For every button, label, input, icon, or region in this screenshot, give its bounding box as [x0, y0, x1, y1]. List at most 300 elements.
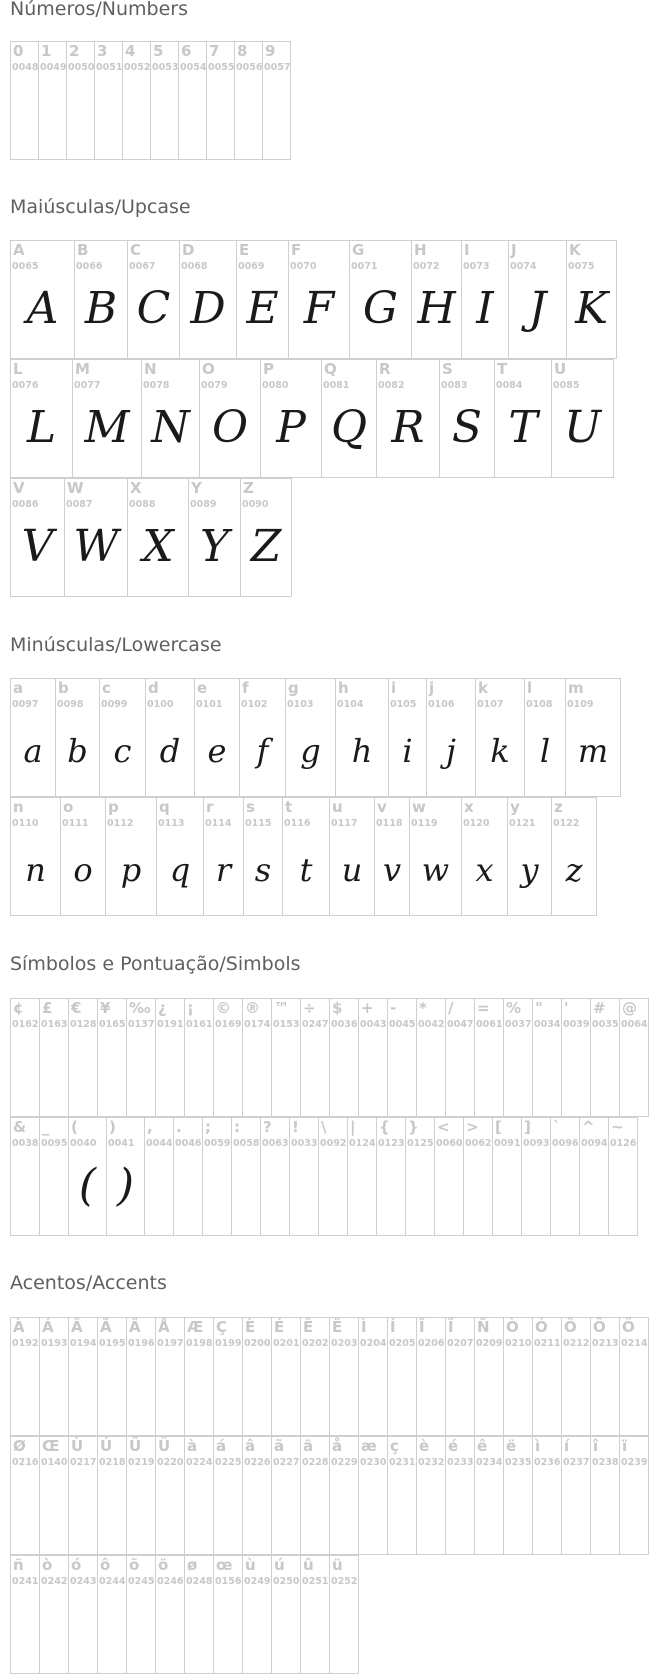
- glyph-cell: [144, 1117, 174, 1236]
- glyph-code: 0244: [99, 1576, 126, 1587]
- glyph-code: 0048: [12, 62, 39, 73]
- glyph-cell: [474, 1317, 504, 1436]
- glyph-label: .: [176, 1118, 182, 1136]
- glyph-cell: [461, 797, 508, 916]
- glyph-sample: f: [256, 732, 269, 770]
- glyph-code: 0088: [129, 499, 156, 510]
- glyph-cell: [243, 797, 283, 916]
- glyph-sample: r: [215, 851, 232, 889]
- glyph-cell: [358, 998, 388, 1117]
- glyph-label: á: [216, 1437, 227, 1455]
- glyph-code: 0089: [190, 499, 217, 510]
- glyph-label: £: [42, 999, 53, 1017]
- glyph-cell: [289, 1117, 319, 1236]
- glyph-label: Â: [71, 1318, 83, 1336]
- glyph-label: Õ: [593, 1318, 606, 1336]
- glyph-code: 0080: [262, 380, 289, 391]
- glyph-code: 0202: [302, 1338, 329, 1349]
- glyph-code: 0194: [70, 1338, 97, 1349]
- glyph-code: 0206: [418, 1338, 445, 1349]
- glyph-code: 0097: [12, 699, 39, 710]
- glyph-label: í: [564, 1437, 570, 1455]
- glyph-label: É: [274, 1318, 285, 1336]
- glyph-label: [: [495, 1118, 502, 1136]
- glyph-cell: [10, 478, 65, 597]
- glyph-cell: [94, 41, 123, 160]
- glyph-code: 0161: [186, 1019, 213, 1030]
- glyph-code: 0087: [66, 499, 93, 510]
- glyph-label: ô: [100, 1556, 111, 1574]
- glyph-cell: [387, 1436, 417, 1555]
- glyph-label: Í: [390, 1318, 396, 1336]
- glyph-cell: [10, 240, 75, 359]
- glyph-code: 0098: [57, 699, 84, 710]
- glyph-code: 0099: [101, 699, 128, 710]
- glyph-code: 0242: [41, 1576, 68, 1587]
- glyph-code: 0247: [302, 1019, 329, 1030]
- glyph-code: 0109: [567, 699, 594, 710]
- glyph-code: 0105: [390, 699, 417, 710]
- glyph-sample: O: [211, 402, 249, 453]
- glyph-label: E: [239, 241, 250, 259]
- glyph-row: [10, 1117, 648, 1236]
- glyph-cell: [532, 998, 562, 1117]
- glyph-cell: [39, 998, 69, 1117]
- glyph-sample: P: [276, 402, 306, 453]
- glyph-code: 0041: [108, 1138, 135, 1149]
- glyph-label: +: [361, 999, 374, 1017]
- glyph-sample: a: [23, 732, 43, 770]
- glyph-label: =: [477, 999, 490, 1017]
- glyph-code: 0128: [70, 1019, 97, 1030]
- glyph-cell: [97, 998, 127, 1117]
- glyph-label: ]: [524, 1118, 531, 1136]
- glyph-cell: [271, 1317, 301, 1436]
- glyph-code: 0042: [418, 1019, 445, 1030]
- glyph-code: 0220: [157, 1457, 184, 1468]
- glyph-label: f: [242, 679, 249, 697]
- glyph-code: 0250: [273, 1576, 300, 1587]
- glyph-cell: [358, 1317, 388, 1436]
- glyph-label: e: [197, 679, 208, 697]
- glyph-code: 0043: [360, 1019, 387, 1030]
- glyph-cell: [240, 478, 292, 597]
- glyph-code: 0237: [563, 1457, 590, 1468]
- glyph-sample: q: [169, 851, 191, 889]
- glyph-cell: [213, 998, 243, 1117]
- glyph-label: D: [182, 241, 195, 259]
- glyph-code: 0156: [215, 1576, 242, 1587]
- glyph-cell: [39, 1436, 69, 1555]
- glyph-grid-symbols: [10, 998, 648, 1236]
- glyph-label: Ï: [448, 1318, 454, 1336]
- glyph-code: 0174: [244, 1019, 271, 1030]
- glyph-label: ù: [245, 1556, 256, 1574]
- glyph-label: ©: [216, 999, 231, 1017]
- glyph-label: û: [303, 1556, 314, 1574]
- glyph-code: 0070: [290, 261, 317, 272]
- glyph-label: 5: [153, 42, 164, 60]
- glyph-code: 0104: [337, 699, 364, 710]
- glyph-code: 0102: [241, 699, 268, 710]
- glyph-label: ¢: [13, 999, 24, 1017]
- glyph-cell: [590, 1436, 620, 1555]
- glyph-cell: [213, 1436, 243, 1555]
- glyph-code: 0210: [505, 1338, 532, 1349]
- glyph-grid-lowercase lc: [10, 678, 620, 916]
- glyph-label: Î: [419, 1318, 425, 1336]
- glyph-sample: x: [475, 851, 494, 889]
- glyph-label: ): [109, 1118, 116, 1136]
- glyph-cell: [388, 678, 427, 797]
- glyph-label: K: [569, 241, 581, 259]
- glyph-label: ì: [535, 1437, 541, 1455]
- glyph-cell: [566, 240, 617, 359]
- glyph-label: €: [71, 999, 82, 1017]
- glyph-code: 0045: [389, 1019, 416, 1030]
- glyph-cell: [387, 998, 417, 1117]
- glyph-code: 0192: [12, 1338, 39, 1349]
- glyph-grid-numbers: [10, 41, 290, 160]
- glyph-label: v: [377, 798, 387, 816]
- glyph-label: Ú: [100, 1437, 113, 1455]
- glyph-code: 0107: [477, 699, 504, 710]
- glyph-sample: E: [246, 283, 279, 334]
- glyph-code: 0106: [428, 699, 455, 710]
- glyph-code: 0044: [146, 1138, 173, 1149]
- glyph-label: (: [71, 1118, 78, 1136]
- glyph-cell: [156, 797, 204, 916]
- glyph-code: 0224: [186, 1457, 213, 1468]
- glyph-label: X: [130, 479, 142, 497]
- glyph-code: 0035: [592, 1019, 619, 1030]
- glyph-label: `: [553, 1118, 561, 1136]
- glyph-sample: C: [136, 283, 171, 334]
- glyph-cell: [329, 1555, 359, 1674]
- glyph-cell: [213, 1317, 243, 1436]
- glyph-code: 0049: [40, 62, 67, 73]
- glyph-cell: [321, 359, 377, 478]
- glyph-label: A: [13, 241, 25, 259]
- glyph-cell: [416, 998, 446, 1117]
- glyph-code: 0075: [568, 261, 595, 272]
- glyph-cell: [127, 240, 180, 359]
- glyph-code: 0092: [320, 1138, 347, 1149]
- glyph-code: 0123: [378, 1138, 405, 1149]
- glyph-label: S: [442, 360, 453, 378]
- glyph-cell: [155, 1555, 185, 1674]
- glyph-label: ^: [582, 1118, 595, 1136]
- glyph-cell: [300, 998, 330, 1117]
- glyph-cell: [282, 797, 330, 916]
- glyph-code: 0083: [441, 380, 468, 391]
- glyph-cell: [72, 359, 142, 478]
- glyph-label: Ù: [71, 1437, 84, 1455]
- glyph-sample: w: [421, 851, 450, 889]
- glyph-label: H: [414, 241, 427, 259]
- glyph-code: 0108: [526, 699, 553, 710]
- glyph-sample: Z: [250, 521, 282, 572]
- glyph-cell: [619, 998, 649, 1117]
- glyph-label: o: [63, 798, 74, 816]
- glyph-label: à: [187, 1437, 198, 1455]
- glyph-label: 1: [41, 42, 52, 60]
- glyph-sample: v: [382, 851, 402, 889]
- glyph-cell: [474, 998, 504, 1117]
- glyph-label: À: [13, 1318, 25, 1336]
- glyph-cell: [126, 998, 156, 1117]
- glyph-code: 0121: [509, 818, 536, 829]
- glyph-label: &: [13, 1118, 27, 1136]
- glyph-label: d: [148, 679, 159, 697]
- glyph-code: 0063: [262, 1138, 289, 1149]
- glyph-cell: [141, 359, 200, 478]
- glyph-label: _: [42, 1118, 50, 1136]
- glyph-cell: [374, 797, 410, 916]
- glyph-sample: X: [142, 521, 174, 572]
- glyph-label: Å: [158, 1318, 170, 1336]
- glyph-cell: [199, 359, 261, 478]
- glyph-cell: [184, 1317, 214, 1436]
- glyph-cell: [551, 797, 597, 916]
- glyph-grid-accents: [10, 1317, 648, 1674]
- glyph-label: ": [535, 999, 543, 1017]
- glyph-label: n: [13, 798, 24, 816]
- glyph-cell: [74, 240, 128, 359]
- glyph-label: B: [77, 241, 89, 259]
- glyph-code: 0051: [96, 62, 123, 73]
- glyph-label: 2: [69, 42, 80, 60]
- glyph-code: 0057: [264, 62, 291, 73]
- glyph-code: 0093: [523, 1138, 550, 1149]
- glyph-label: 6: [181, 42, 192, 60]
- glyph-sample: (: [78, 1160, 97, 1211]
- glyph-label: k: [478, 679, 488, 697]
- glyph-cell: [38, 41, 67, 160]
- glyph-label: ™: [274, 999, 289, 1017]
- glyph-cell: [213, 1555, 243, 1674]
- glyph-code: 0233: [447, 1457, 474, 1468]
- glyph-row: [10, 678, 620, 797]
- glyph-code: 0195: [99, 1338, 126, 1349]
- glyph-cell: [10, 359, 73, 478]
- glyph-cell: [329, 797, 375, 916]
- glyph-code: 0235: [505, 1457, 532, 1468]
- glyph-label: å: [332, 1437, 343, 1455]
- glyph-label: U: [554, 360, 567, 378]
- glyph-label: /: [448, 999, 454, 1017]
- glyph-label: ': [564, 999, 569, 1017]
- glyph-label: t: [285, 798, 293, 816]
- glyph-label: è: [419, 1437, 430, 1455]
- glyph-sample: Y: [199, 521, 230, 572]
- glyph-code: 0103: [287, 699, 314, 710]
- glyph-cell: [494, 359, 552, 478]
- glyph-code: 0110: [12, 818, 39, 829]
- glyph-sample: G: [362, 283, 399, 334]
- glyph-code: 0205: [389, 1338, 416, 1349]
- glyph-sample: m: [577, 732, 609, 770]
- glyph-code: 0076: [12, 380, 39, 391]
- glyph-cell: [10, 998, 40, 1117]
- glyph-cell: [349, 240, 412, 359]
- glyph-label: r: [206, 798, 214, 816]
- glyph-code: 0246: [157, 1576, 184, 1587]
- glyph-label: Ü: [158, 1437, 171, 1455]
- glyph-code: 0241: [12, 1576, 39, 1587]
- section-title-symbols: Símbolos e Pontuação/Simbols: [10, 953, 301, 975]
- glyph-cell: [532, 1317, 562, 1436]
- glyph-cell: [524, 678, 566, 797]
- glyph-cell: [271, 1555, 301, 1674]
- glyph-cell: [565, 678, 621, 797]
- glyph-label: Ò: [506, 1318, 519, 1336]
- glyph-label: Ë: [332, 1318, 343, 1336]
- glyph-cell: [234, 41, 263, 160]
- glyph-cell: [508, 240, 567, 359]
- glyph-sample: W: [73, 521, 119, 572]
- glyph-code: 0059: [204, 1138, 231, 1149]
- glyph-cell: [271, 998, 301, 1117]
- glyph-code: 0140: [41, 1457, 68, 1468]
- glyph-cell: [184, 998, 214, 1117]
- glyph-label: ê: [477, 1437, 488, 1455]
- glyph-code: 0163: [41, 1019, 68, 1030]
- glyph-cell: [475, 678, 525, 797]
- glyph-sample: e: [207, 732, 227, 770]
- glyph-cell: [242, 998, 272, 1117]
- glyph-cell: [155, 1317, 185, 1436]
- glyph-row: [10, 998, 648, 1117]
- glyph-sample: B: [84, 283, 118, 334]
- glyph-row: [10, 797, 620, 916]
- glyph-label: c: [102, 679, 111, 697]
- glyph-code: 0236: [534, 1457, 561, 1468]
- glyph-cell: [416, 1436, 446, 1555]
- glyph-cell: [66, 41, 95, 160]
- glyph-code: 0052: [124, 62, 151, 73]
- glyph-label: ÷: [303, 999, 316, 1017]
- glyph-code: 0199: [215, 1338, 242, 1349]
- glyph-cell: [126, 1436, 156, 1555]
- glyph-code: 0225: [215, 1457, 242, 1468]
- glyph-sample: M: [84, 402, 130, 453]
- glyph-label: u: [332, 798, 343, 816]
- glyph-row: [10, 240, 616, 359]
- glyph-code: 0212: [563, 1338, 590, 1349]
- glyph-cell: [194, 678, 240, 797]
- glyph-sample: t: [299, 851, 313, 889]
- glyph-label: p: [108, 798, 119, 816]
- glyph-cell: [329, 1317, 359, 1436]
- glyph-label: Ö: [622, 1318, 635, 1336]
- glyph-label: g: [288, 679, 299, 697]
- glyph-label: C: [130, 241, 142, 259]
- glyph-code: 0084: [496, 380, 523, 391]
- glyph-cell: [532, 1436, 562, 1555]
- glyph-code: 0120: [463, 818, 490, 829]
- glyph-cell: [335, 678, 389, 797]
- glyph-sample: I: [476, 283, 494, 334]
- glyph-row: [10, 41, 290, 160]
- glyph-label: L: [13, 360, 23, 378]
- glyph-label: õ: [129, 1556, 140, 1574]
- glyph-code: 0058: [233, 1138, 260, 1149]
- glyph-label: z: [554, 798, 563, 816]
- glyph-cell: [300, 1555, 330, 1674]
- glyph-code: 0125: [407, 1138, 434, 1149]
- glyph-sample: ): [116, 1160, 135, 1211]
- glyph-cell: [474, 1436, 504, 1555]
- glyph-label: Ø: [13, 1437, 26, 1455]
- section-title-upcase: Maiúsculas/Upcase: [10, 196, 191, 218]
- glyph-code: 0067: [129, 261, 156, 272]
- glyph-label: {: [379, 1118, 390, 1136]
- glyph-sample: F: [303, 283, 335, 334]
- glyph-code: 0065: [12, 261, 39, 272]
- glyph-code: 0118: [376, 818, 403, 829]
- glyph-label: ë: [506, 1437, 517, 1455]
- glyph-cell: [68, 1436, 98, 1555]
- glyph-label: ö: [158, 1556, 169, 1574]
- glyph-label: \: [321, 1118, 327, 1136]
- glyph-code: 0126: [610, 1138, 637, 1149]
- glyph-code: 0091: [494, 1138, 521, 1149]
- glyph-cell: [97, 1436, 127, 1555]
- glyph-label: ~: [611, 1118, 624, 1136]
- section-title-lowercase: Minúsculas/Lowercase: [10, 634, 222, 656]
- glyph-cell: [271, 1436, 301, 1555]
- glyph-sample: L: [26, 402, 57, 453]
- glyph-code: 0193: [41, 1338, 68, 1349]
- glyph-cell: [300, 1317, 330, 1436]
- glyph-label: I: [464, 241, 470, 259]
- glyph-code: 0066: [76, 261, 103, 272]
- glyph-label: G: [352, 241, 365, 259]
- glyph-cell: [262, 41, 291, 160]
- glyph-code: 0037: [505, 1019, 532, 1030]
- glyph-label: 0: [13, 42, 24, 60]
- glyph-label: M: [75, 360, 90, 378]
- glyph-cell: [503, 998, 533, 1117]
- glyph-row: [10, 359, 616, 478]
- glyph-cell: [445, 1317, 475, 1436]
- glyph-cell: [260, 359, 322, 478]
- glyph-cell: [358, 1436, 388, 1555]
- glyph-code: 0078: [143, 380, 170, 391]
- glyph-label: x: [464, 798, 474, 816]
- glyph-code: 0232: [418, 1457, 445, 1468]
- glyph-cell: [439, 359, 495, 478]
- glyph-cell: [411, 240, 462, 359]
- glyph-code: 0100: [147, 699, 174, 710]
- glyph-cell: [64, 478, 128, 597]
- glyph-label: ¥: [100, 999, 111, 1017]
- glyph-code: 0085: [553, 380, 580, 391]
- glyph-code: 0214: [621, 1338, 648, 1349]
- glyph-cell: [242, 1317, 272, 1436]
- glyph-cell: [492, 1117, 522, 1236]
- glyph-label: V: [13, 479, 25, 497]
- glyph-cell: [68, 998, 98, 1117]
- glyph-label: P: [263, 360, 274, 378]
- glyph-sample: K: [575, 283, 608, 334]
- glyph-cell: [60, 797, 106, 916]
- glyph-code: 0036: [331, 1019, 358, 1030]
- glyph-code: 0062: [465, 1138, 492, 1149]
- glyph-cell: [461, 240, 509, 359]
- glyph-cell: [405, 1117, 435, 1236]
